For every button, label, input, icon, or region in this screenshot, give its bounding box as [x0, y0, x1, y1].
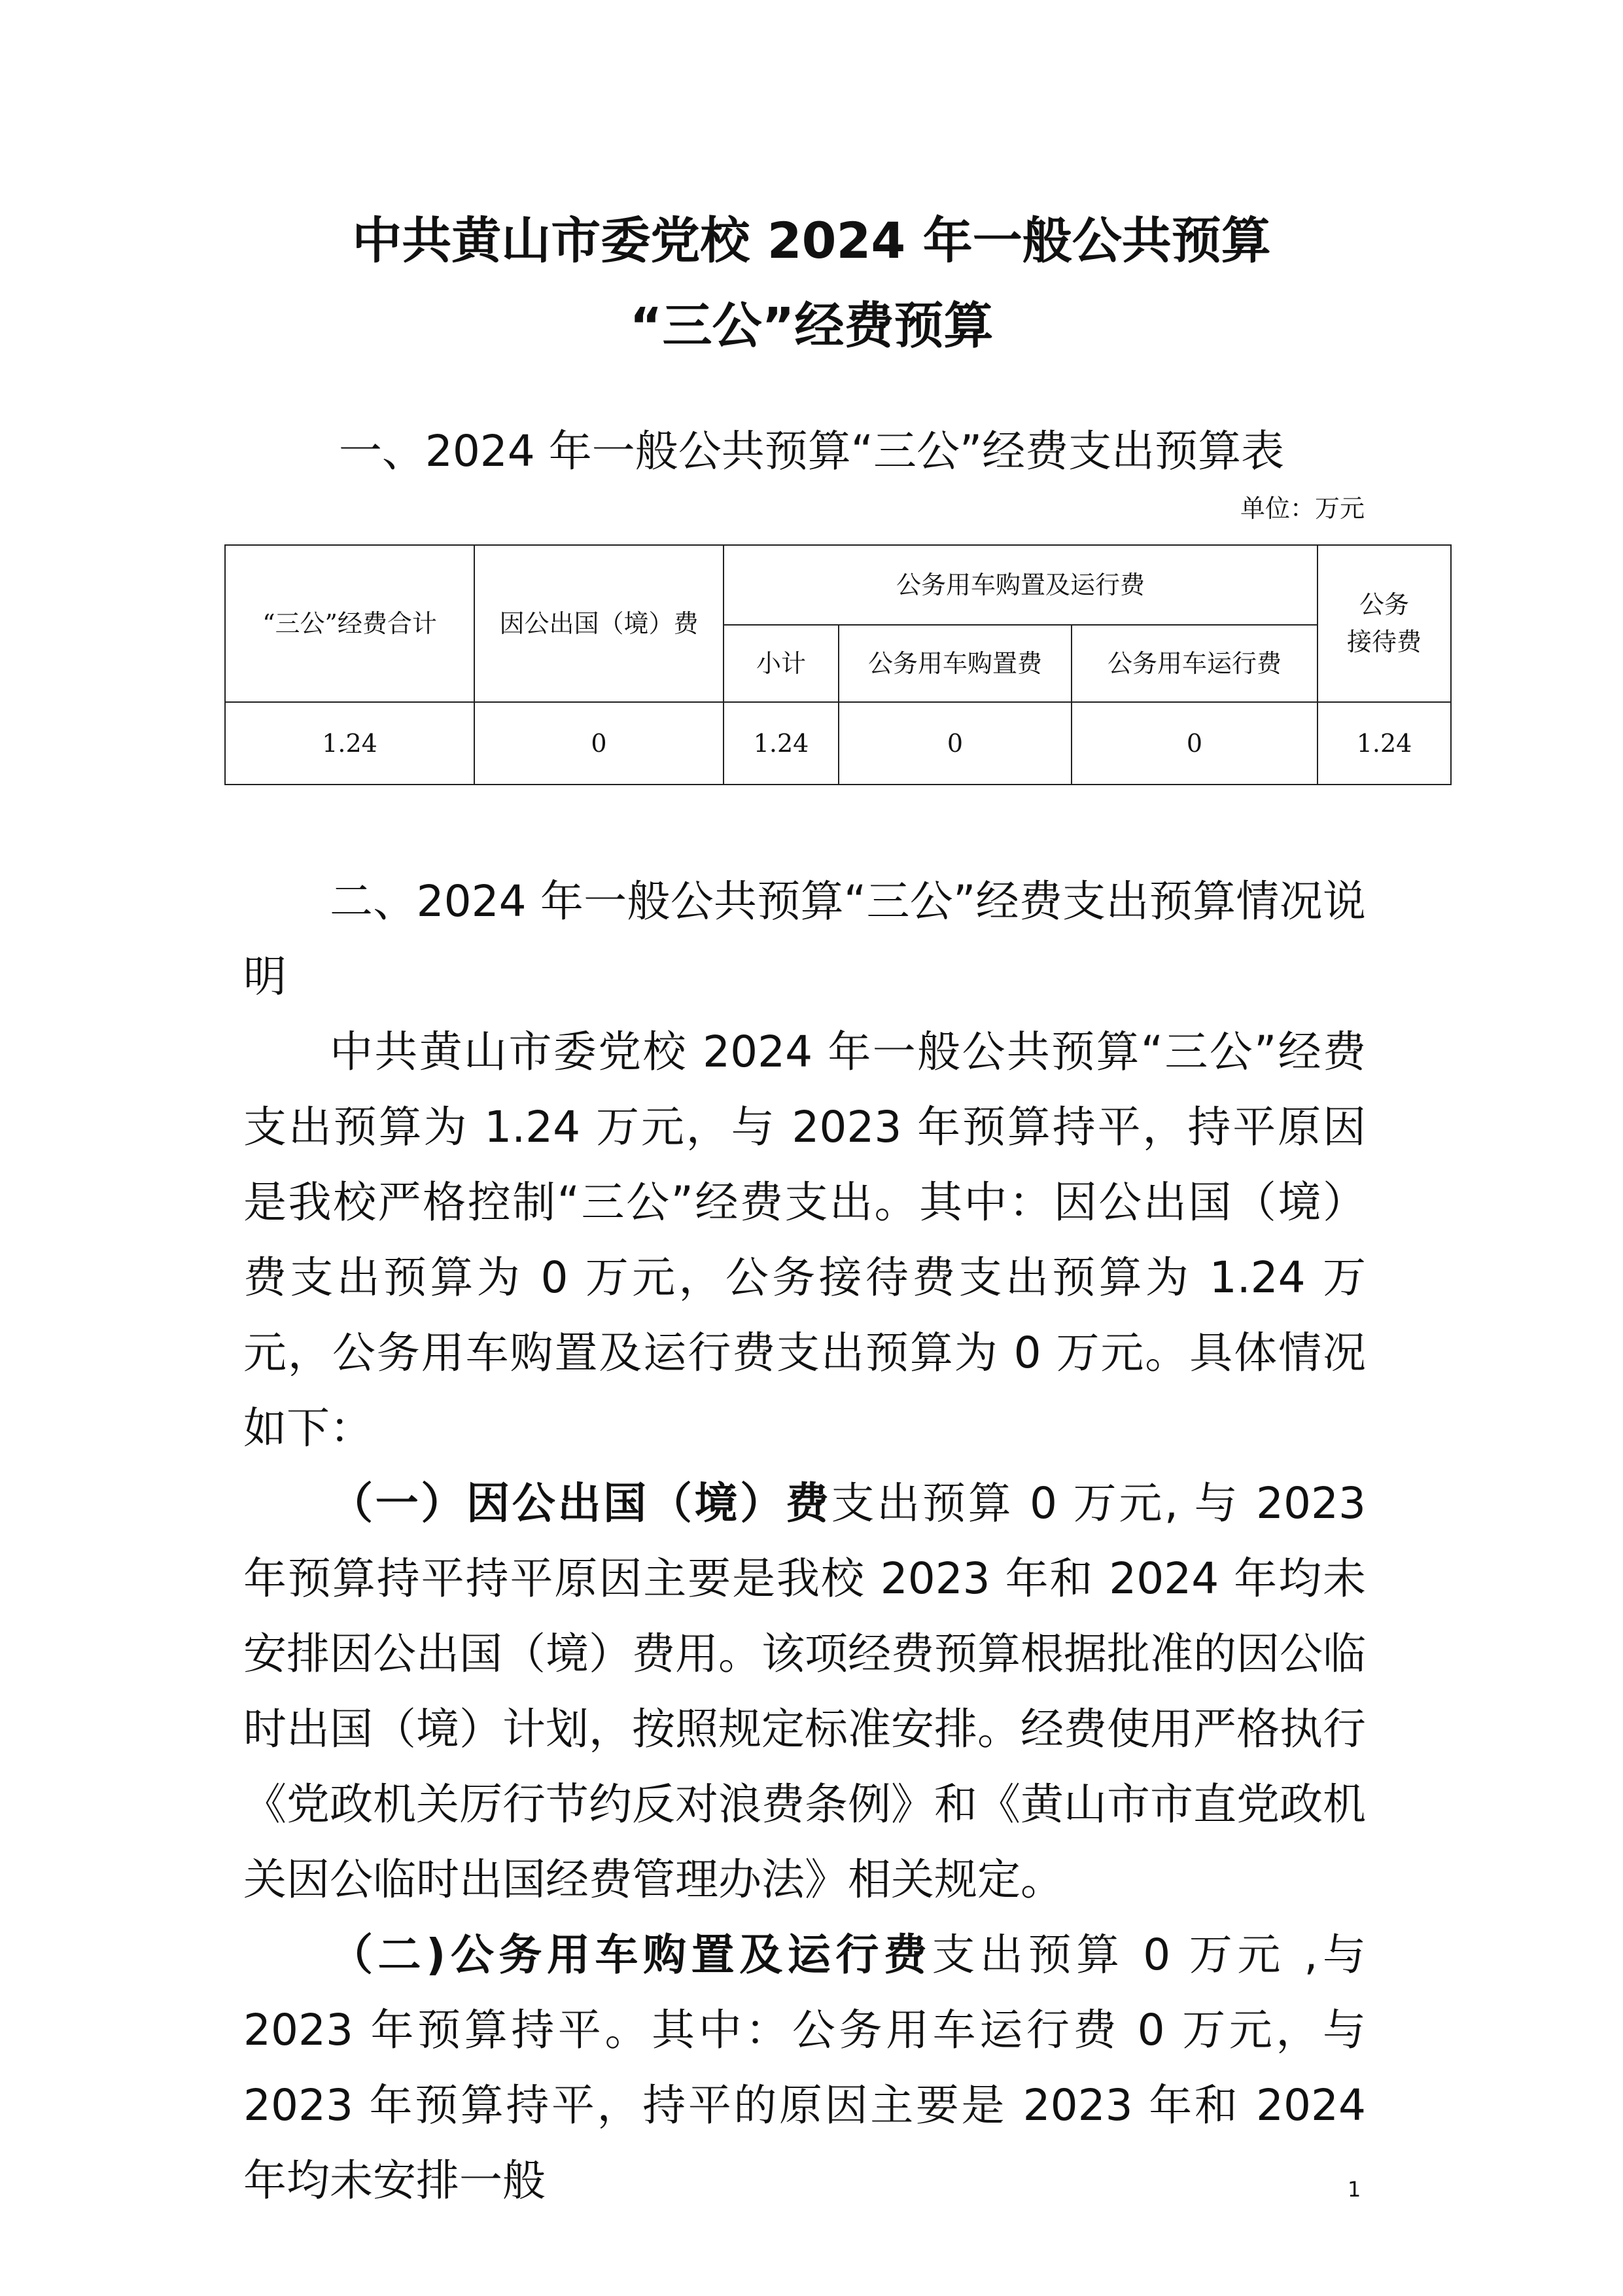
header-reception-line-2: 接待费 — [1347, 627, 1422, 656]
header-vehicle-purchase: 公务用车购置费 — [839, 625, 1072, 702]
explanation-paragraph-2 — [243, 1466, 1366, 1917]
document-title-line-2: “三公”经费预算 — [629, 296, 994, 355]
unit-label: 单位：万元 — [1240, 494, 1365, 523]
paragraph-3-text: 支出预算 0 万元 ,与 2023 年预算持平。其中：公务用车运行费 0 万元，与 2023 年预算持平，持平的原因主要是 2023 年和 2024 年均未安排一般 — [243, 1930, 1366, 2206]
value-reception: 1.24 — [1318, 702, 1451, 785]
header-reception — [1318, 545, 1451, 702]
header-vehicle-group: 公务用车购置及运行费 — [724, 545, 1318, 625]
table-section-heading: 一、2024 年一般公共预算“三公”经费支出预算表 — [338, 426, 1285, 476]
paragraph-3-heading: （二)公务用车购置及运行费 — [330, 1930, 932, 1980]
value-vehicle-operation: 0 — [1072, 702, 1318, 785]
explanation-paragraph-1: 中共黄山市委党校 2024 年一般公共预算“三公”经费支出预算为 1.24 万元，与 2023 年预算持平，持平原因是我校严格控制“三公”经费支出。其中：因公出国（境）费支出预算为 0 万元，公务接待费支出预算为 1.24 万元，公务用车购置及运行费支出预算为 0 万元。具体情况如下： — [243, 1027, 1366, 1453]
budget-table — [224, 544, 1452, 785]
explanation-heading: 二、2024 年一般公共预算“三公”经费支出预算情况说明 — [243, 876, 1366, 1002]
value-vehicle-purchase: 0 — [839, 702, 1072, 785]
value-total: 1.24 — [225, 702, 474, 785]
header-subtotal: 小计 — [724, 625, 839, 702]
header-total: “三公”经费合计 — [225, 545, 474, 702]
header-abroad: 因公出国（境）费 — [474, 545, 724, 702]
value-subtotal: 1.24 — [724, 702, 839, 785]
value-abroad: 0 — [474, 702, 724, 785]
table-value-row — [225, 702, 1451, 785]
paragraph-2-text: 支出预算 0 万元, 与 2023 年预算持平持平原因主要是我校 2023 年和 2024 年均未安排因公出国（境）费用。该项经费预算根据批准的因公临时出国（境）计划，按照规定标准安排。经费使用严格执行《党政机关厉行节约反对浪费条例》和《黄山市市直党政机关因公临时出国经费管理办法》相关规定。 — [243, 1478, 1367, 1905]
explanation-paragraph-3 — [243, 1917, 1366, 2218]
header-vehicle-operation: 公务用车运行费 — [1072, 625, 1318, 702]
paragraph-2-heading: （一）因公出国（境）费 — [330, 1478, 831, 1528]
explanation-section — [243, 864, 1366, 2218]
page-number: 1 — [1348, 2177, 1361, 2202]
table-header-row — [225, 545, 1451, 625]
header-reception-line-1: 公务 — [1359, 590, 1410, 619]
document-title-line-1: 中共黄山市委党校 2024 年一般公共预算 — [352, 211, 1271, 270]
